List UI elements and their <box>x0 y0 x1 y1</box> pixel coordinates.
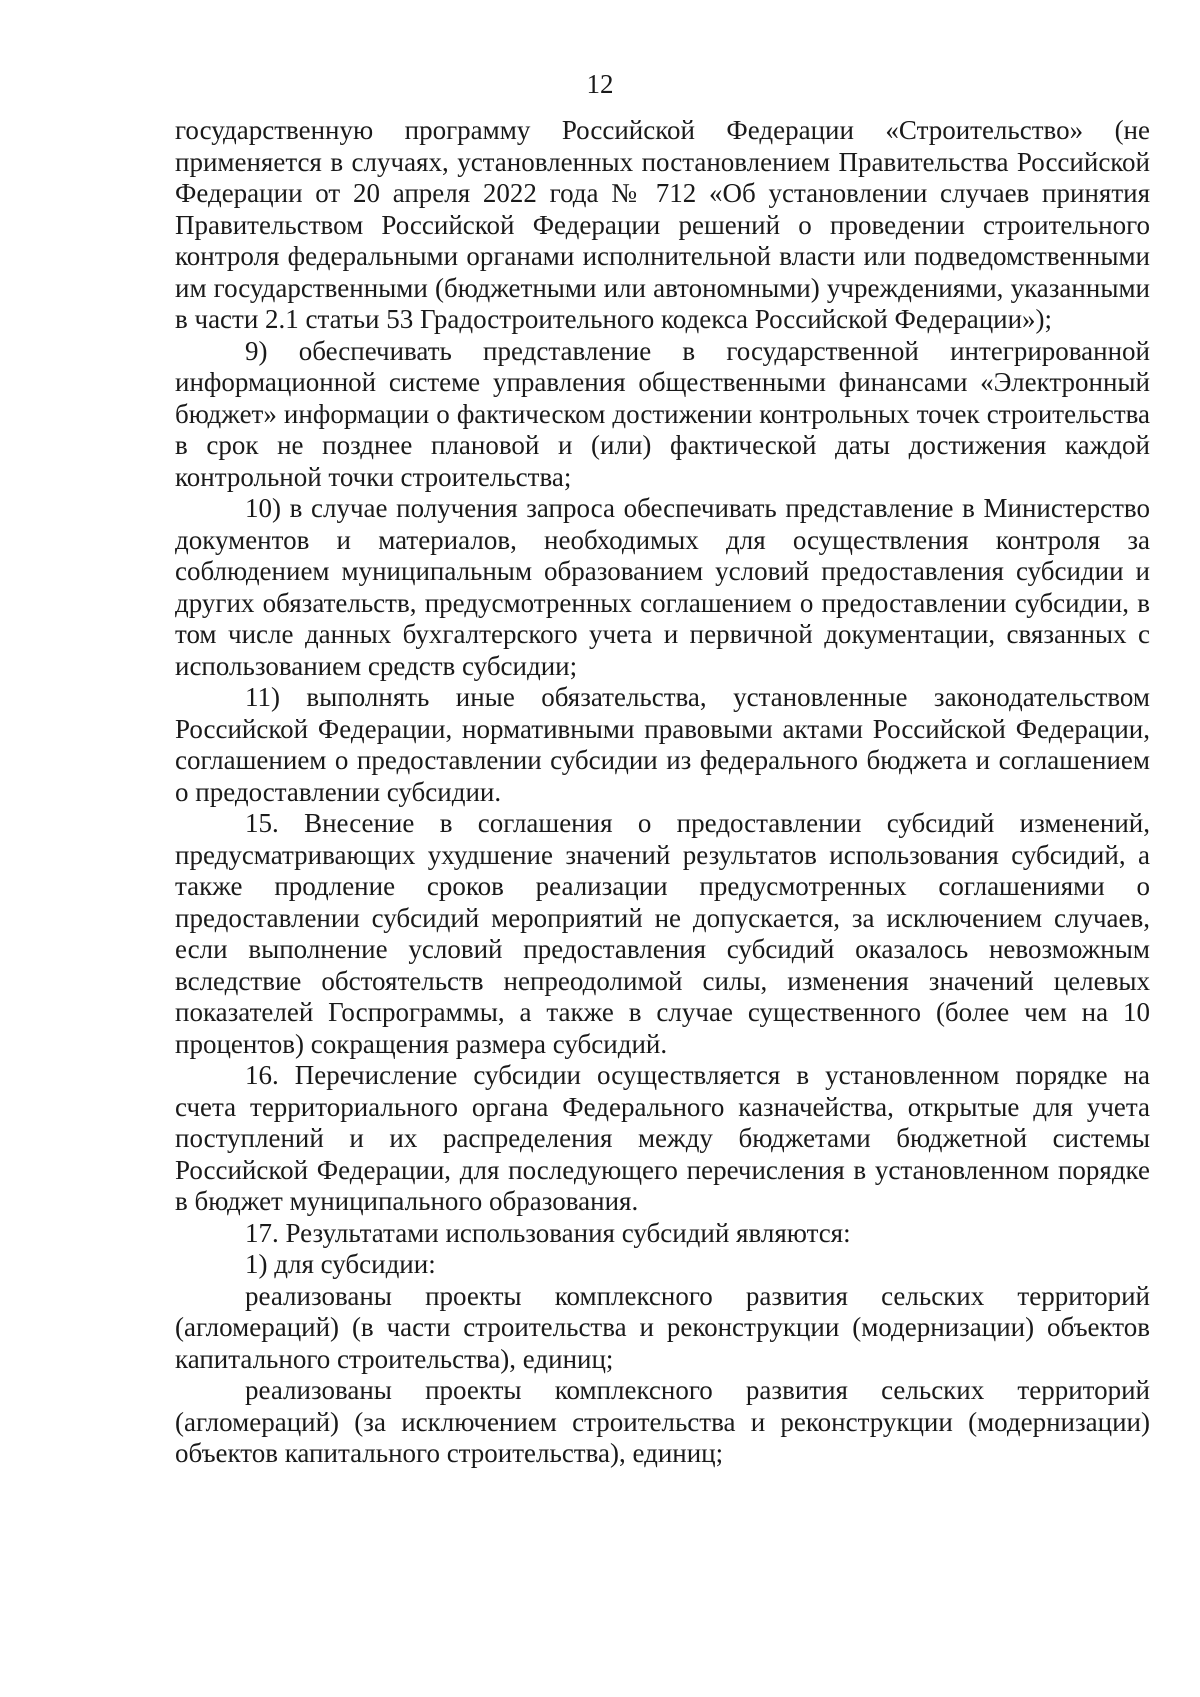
paragraph-subsidy-heading: 1) для субсидии: <box>245 1249 436 1279</box>
paragraph-item-9: 9) обеспечивать представление в государственной интегрированной информационной системе управления общественными финансами «Электронный бюджет» информации о фактическом достижении контрольных точек строительства в срок не позднее плановой и (или) фактической даты достижения каждой контрольной точки строительства; <box>175 335 1150 492</box>
document-body <box>175 115 1150 1470</box>
paragraph-item-11: 11) выполнять иные обязательства, установленные законодательством Российской Федерации, нормативными правовыми актами Российской Федерации, соглашением о предоставлении субсидии из федерального бюджета и соглашением о предоставлении субсидии. <box>175 682 1150 807</box>
paragraph-clause-16: 16. Перечисление субсидии осуществляется в установленном порядке на счета территориального органа Федерального казначейства, открытые для учета поступлений и их распределения между бюджетами бюджетной системы Российской Федерации, для последующего перечисления в установленном порядке в бюджет муниципального образования. <box>175 1060 1150 1216</box>
paragraph-result-1: реализованы проекты комплексного развития сельских территорий (агломераций) (в части строительства и реконструкции (модернизации) объектов капитального строительства), единиц; <box>175 1280 1150 1374</box>
paragraph-clause-15: 15. Внесение в соглашения о предоставлении субсидий изменений, предусматривающих ухудшение значений результатов использования субсидий, а также продление сроков реализации предусмотренных соглашениями о предоставлении субсидий мероприятий не допускается, за исключением случаев, если выполнение условий предоставления субсидий оказалось невозможным вследствие обстоятельств непреодолимой силы, изменения значений целевых показателей Госпрограммы, а также в случае существенного (более чем на 10 процентов) сокращения размера субсидий. <box>175 808 1150 1059</box>
paragraph-item-10: 10) в случае получения запроса обеспечивать представление в Министерство документов и материалов, необходимых для осуществления контроля за соблюдением муниципальным образованием условий предоставления субсидии и других обязательств, предусмотренных соглашением о предоставлении субсидии, в том числе данных бухгалтерского учета и первичной документации, связанных с использованием средств субсидии; <box>175 493 1150 681</box>
page-number: 12 <box>586 69 614 99</box>
paragraph-continuation: государственную программу Российской Федерации «Строительство» (не применяется в случаях, установленных постановлением Правительства Российской Федерации от 20 апреля 2022 года № 712 «Об установлении случаев принятия Правительством Российской Федерации решений о проведении строительного контроля федеральными органами исполнительной власти или подведомственными им государственными (бюджетными или автономными) учреждениями, указанными в части 2.1 статьи 53 Градостроительного кодекса Российской Федерации»); <box>175 115 1150 334</box>
paragraph-result-2: реализованы проекты комплексного развития сельских территорий (агломераций) (за исключением строительства и реконструкции (модернизации) объектов капитального строительства), единиц; <box>175 1375 1150 1468</box>
paragraph-clause-17: 17. Результатами использования субсидий являются: <box>245 1217 851 1248</box>
